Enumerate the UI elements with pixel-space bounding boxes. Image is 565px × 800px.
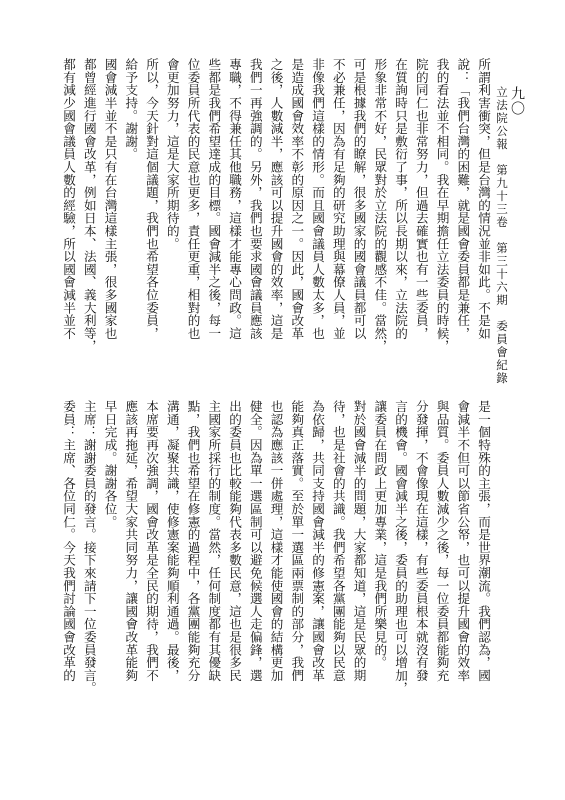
text-line: 都曾經進行國會改革，例如日本、法國、義大利等， <box>81 58 97 353</box>
page-number: 九〇 <box>509 86 525 116</box>
text-line: 我的看法並不相同。我在早期擔任立法委員的時候， <box>434 58 450 353</box>
text-line: 讓委員在問政上更加專業，這是我們所樂見的。 <box>372 400 388 669</box>
text-line: 些都是我們希望達成的目標。國會減半之後，每一 <box>206 58 222 340</box>
text-line: 出的委員也比較能夠代表多數民意，這也是很多民 <box>227 400 242 682</box>
text-line: 也認為應該一併處理，這樣才能使國會的結構更加 <box>268 400 284 682</box>
text-line: 是造成國會效率不彰的原因之一。因此，國會改革 <box>289 58 305 340</box>
text-line: 會更加努力，這是大家所期待的。 <box>164 58 180 250</box>
text-line: 國會減半並不是只有在台灣這樣主張，很多國家也 <box>102 58 118 340</box>
text-line: 說：「我們台灣的困難，就是國會委員都是兼任， <box>455 58 471 340</box>
text-line: 非像我們這樣的情形。而且國會議員人數太多，也 <box>310 58 325 340</box>
text-line: 早日完成。謝謝各位。 <box>102 400 118 528</box>
text-line: 之後，人數減半，應該可以提升國會的效率，這是 <box>268 58 284 340</box>
text-line: 點，我們也希望在修憲的過程中，各黨團能夠充分 <box>185 400 201 682</box>
text-line: 給予支持。謝謝。 <box>123 58 139 161</box>
text-line: 我們一再強調的。另外，我們也要求國會議員應該 <box>247 58 263 340</box>
text-line: 主國家所採行的制度。當然，任何制度都有其優缺 <box>206 400 222 682</box>
text-line: 應該再拖延，希望大家共同努力，讓國會改革能夠 <box>123 400 139 682</box>
text-line: 專職，不得兼任其他職務，這樣才能專心問政。這 <box>227 58 242 340</box>
text-line: 言的機會。國會減半之後，委員的助理也可以增加， <box>393 400 408 695</box>
text-line: 院的同仁也非常努力，但過去確實也有一些委員， <box>413 58 429 340</box>
lower-text-column <box>60 400 492 722</box>
text-line: 能夠真正落實。至於單一選區兩票制的部分，我們 <box>289 400 305 682</box>
text-line: 可是根據我們的瞭解，很多國家的國會議員都可以 <box>351 58 367 340</box>
text-line: 溝通，凝聚共識，使修憲案能夠順利通過。最後， <box>164 400 180 682</box>
text-line: 會減半不但可以節省公帑，也可以提升國會的效率 <box>455 400 471 682</box>
text-line: 分發揮，不會像現在這樣，有些委員根本就沒有發 <box>413 400 429 682</box>
text-line: 不必兼任，因為有足夠的研究助理與幕僚人員，並 <box>330 58 346 340</box>
text-line: 所以，今天針對這個議題，我們也希望各位委員， <box>144 58 159 340</box>
running-head: 立法院公報 第九十三卷 第三十六期 委員會紀錄 <box>495 86 509 385</box>
text-line: 本席要再次強調，國會改革是全民的期待，我們不 <box>144 400 159 682</box>
text-line: 形象非常不好，民眾對於立法院的觀感不佳。當然， <box>372 58 388 353</box>
text-line: 對於國會減半的問題，大家都知道，這是民眾的期 <box>351 400 367 682</box>
column-divider <box>60 390 492 391</box>
upper-text-column <box>60 58 492 380</box>
text-line: 都有減少國會議員人數的經驗，所以國會減半並不 <box>61 58 76 340</box>
text-line: 主席：謝謝委員的發言。接下來請下一位委員發言。 <box>81 400 97 695</box>
text-line: 為依歸，共同支持國會減半的修憲案，讓國會改革 <box>310 400 325 682</box>
text-line: 所謂利害衝突，但是台灣的情況並非如此。不是如 <box>476 58 491 340</box>
text-line: 與品質。委員人數減少之後，每一位委員都能夠充 <box>434 400 450 682</box>
text-line: 待，也是社會的共識。我們希望各黨團能夠以民意 <box>330 400 346 682</box>
text-line: 位委員所代表的民意也更多，責任更重，相對的也 <box>185 58 201 340</box>
text-line: 委員：主席、各位同仁。今天我們討論國會改革的 <box>61 400 76 682</box>
text-line: 在質詢時只是敷衍了事，所以長期以來，立法院的 <box>393 58 408 340</box>
text-line: 是一個特殊的主張，而是世界潮流。我們認為，國 <box>476 400 491 682</box>
text-line: 健全。因為單一選區制可以避免候選人走偏鋒，選 <box>247 400 263 682</box>
